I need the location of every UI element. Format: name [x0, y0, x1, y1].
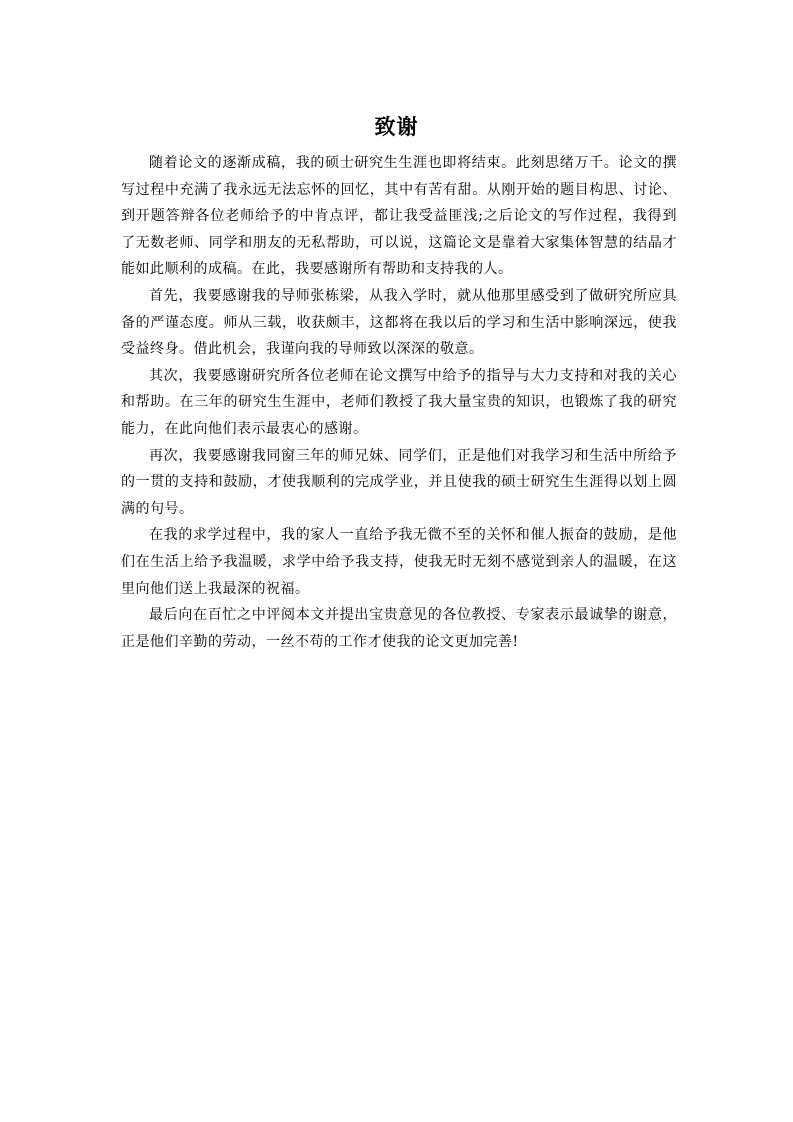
paragraph-classmates: 再次，我要感谢我同窗三年的师兄妹、同学们，正是他们对我学习和生活中所给予的一贯的支持和鼓励，才使我顺利的完成学业，并且使我的硕士研究生生涯得以划上圆满的句号。 [121, 447, 677, 517]
paragraph-teachers: 其次，我要感谢研究所各位老师在论文撰写中给予的指导与大力支持和对我的关心和帮助。在三年的研究生生涯中，老师们教授了我大量宝贵的知识，也锻炼了我的研究能力，在此向他们表示最衷心的感谢。 [121, 367, 677, 437]
paragraph-advisor: 首先，我要感谢我的导师张栋梁，从我入学时，就从他那里感受到了做研究所应具备的严谨态度。师从三载，收获颇丰，这都将在我以后的学习和生活中影响深远，使我受益终身。借此机会，我谨向我的导师致以深深的敬意。 [121, 287, 677, 358]
paragraph-reviewers: 最后向在百忙之中评阅本文并提出宝贵意见的各位教授、专家表示最诚挚的谢意，正是他们辛勤的劳动，一丝不苟的工作才使我的论文更加完善! [121, 607, 677, 650]
paragraph-family: 在我的求学过程中，我的家人一直给予我无微不至的关怀和催人振奋的鼓励，是他们在生活上给予我温暖，求学中给予我支持，使我无时无刻不感觉到亲人的温暖，在这里向他们送上我最深的祝福。 [121, 527, 677, 597]
acknowledgement-body [121, 150, 677, 655]
paragraph-intro: 随着论文的逐渐成稿，我的硕士研究生生涯也即将结束。此刻思绪万千。论文的撰写过程中充满了我永远无法忘怀的回忆，其中有苦有甜。从刚开始的题目构思、讨论、到开题答辩各位老师给予的中肯点评，都让我受益匪浅;之后论文的写作过程，我得到了无数老师、同学和朋友的无私帮助，可以说，这篇论文是靠着大家集体智慧的结晶才能如此顺利的成稿。在此，我要感谢所有帮助和支持我的人。 [121, 155, 677, 278]
page-title: 致谢 [374, 115, 419, 139]
